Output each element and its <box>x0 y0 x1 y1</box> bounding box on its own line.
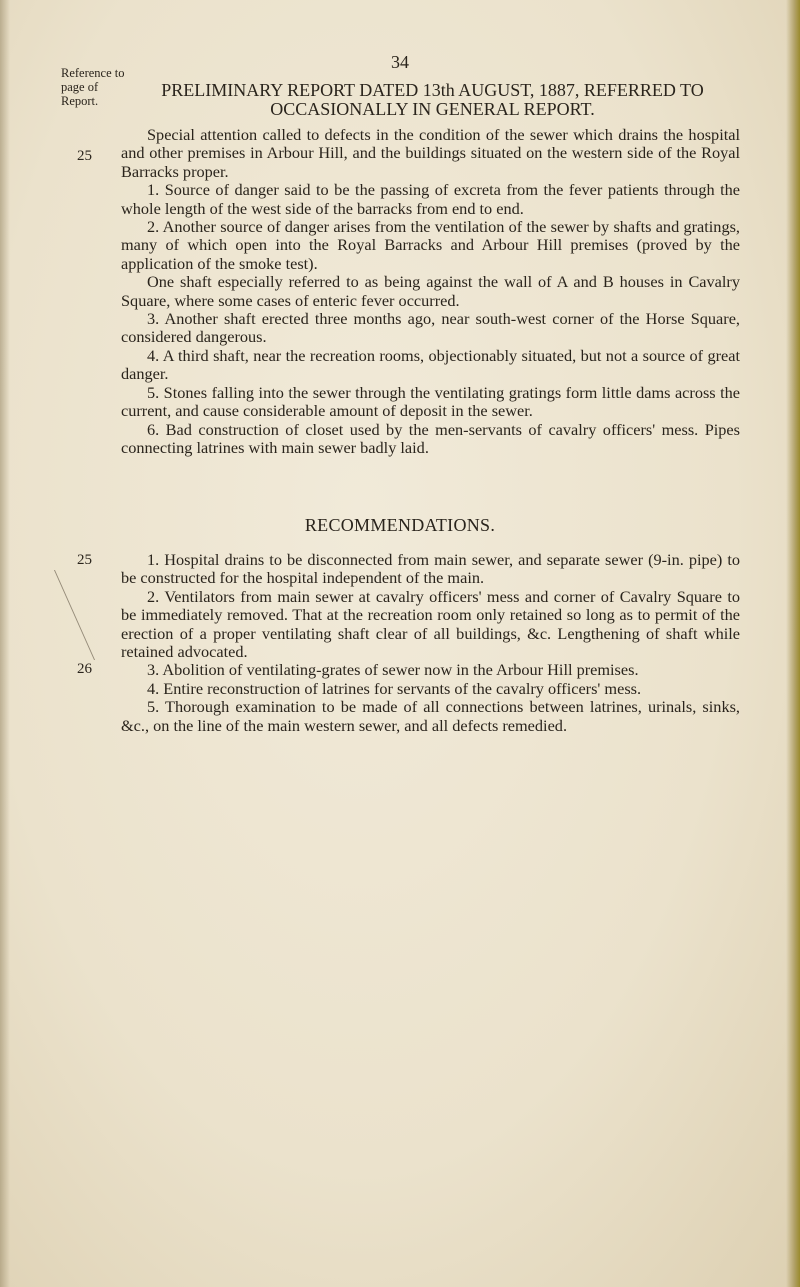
recommendation-item: 3. Abolition of ventilating-grates of sewer now in the Arbour Hill premises. <box>147 660 639 680</box>
margin-reference: Reference to page of Report. <box>61 66 125 108</box>
report-intro: Special attention called to defects in the condition of the sewer which drains the hospital and other premises in Arbour Hill, and the buildings situated on the western side of the Royal Barracks proper. <box>121 125 740 181</box>
report-item: 6. Bad construction of closet used by the men-servants of cavalry officers' mess. Pipes connecting latrines with main sewer badly laid. <box>121 419 740 457</box>
report-item: One shaft especially referred to as being against the wall of A and B houses in Cavalry Square, where some cases of enteric fever occurred. <box>121 272 740 310</box>
recommendation-item: 5. Thorough examination to be made of all connections between latrines, urinals, sinks, &c., on the line of the main western sewer, and all defects remedied. <box>121 697 740 735</box>
report-section <box>121 126 740 457</box>
report-item: 2. Another source of danger arises from the ventilation of the sewer by shafts and gratings, many of which open into the Royal Barracks and Arbour Hill premises (proved by the application of the smoke test). <box>121 217 740 273</box>
recommendations-heading: RECOMMENDATIONS. <box>304 515 496 535</box>
recommendation-item: 1. Hospital drains to be disconnected from main sewer, and separate sewer (9-in. pipe) to be constructed for the hospital independent of the main. <box>121 550 740 588</box>
recommendation-item: 4. Entire reconstruction of latrines for servants of the cavalry officers' mess. <box>147 678 642 698</box>
report-item: 5. Stones falling into the sewer through the ventilating gratings form little dams across the current, and cause considerable amount of deposit in the sewer. <box>121 382 740 421</box>
report-item: 1. Source of danger said to be the passing of excreta from the fever patients through the whole length of the west side of the barracks from end to end. <box>121 180 740 218</box>
page-title: PRELIMINARY REPORT DATED 13th AUGUST, 1887, REFERRED TO OCCASIONALLY IN GENERAL REPORT. <box>161 80 704 119</box>
page-edge-right <box>786 0 800 1287</box>
recommendation-item: 2. Ventilators from main sewer at cavalry officers' mess and corner of Cavalry Square to be immediately removed. That at the recreation room only retained so long as to permit of the erection of a proper ventilating shaft clear of all buildings, &c. Lengthening of shaft while retained advocated. <box>121 586 740 662</box>
page-number: 34 <box>391 52 409 72</box>
margin-number: 25 <box>77 148 92 164</box>
margin-number: 25 <box>77 552 92 568</box>
page-edge-left <box>0 0 10 1287</box>
report-item: 3. Another shaft erected three months ago, near south-west corner of the Horse Square, considered dangerous. <box>121 309 740 347</box>
report-item: 4. A third shaft, near the recreation rooms, objectionably situated, but not a source of great danger. <box>121 345 740 384</box>
recommendations-section <box>121 551 740 735</box>
margin-number: 26 <box>77 661 92 677</box>
